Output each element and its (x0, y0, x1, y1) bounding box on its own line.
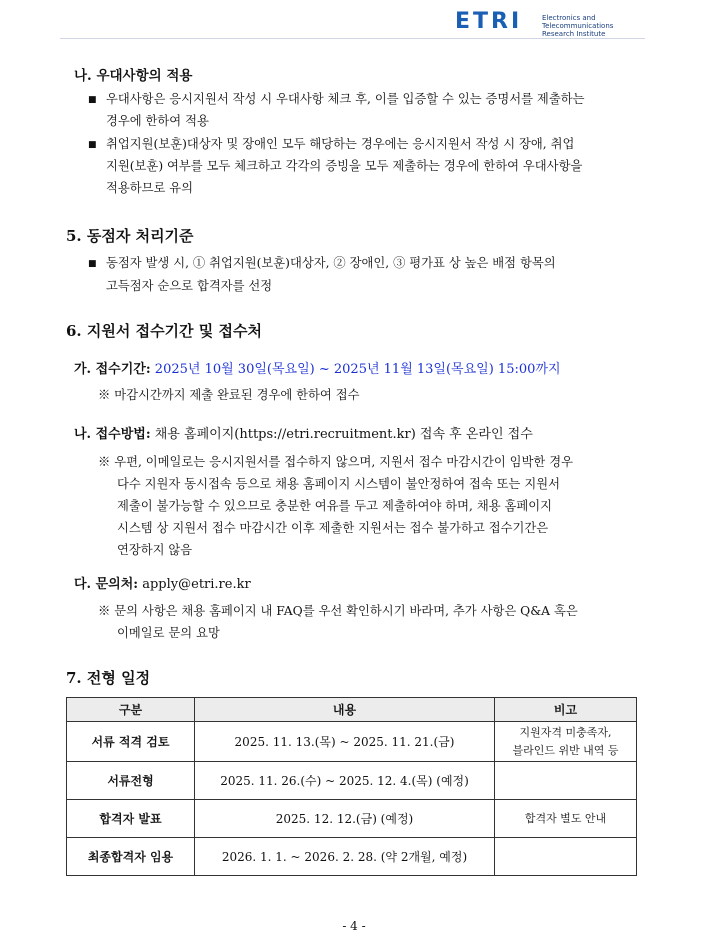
header-divider (60, 38, 645, 39)
row-note (495, 762, 637, 800)
method-value: 채용 홈페이지(https://etri.recruitment.kr) 접속 후 온라인 접수 (154, 427, 533, 442)
bullet-icon: ■ (88, 140, 97, 150)
period-line (74, 359, 561, 381)
method-note-line1: ※ 우편, 이메일로는 응시지원서를 접수하지 않으며, 지원서 접수 마감시간이 임박한 경우 (98, 455, 573, 469)
row-stage: 최종합격자 임용 (67, 838, 195, 876)
row-stage: 서류전형 (67, 762, 195, 800)
contact-note-line1: ※ 문의 사항은 채용 홈페이지 내 FAQ를 우선 확인하시기 바라며, 추가 사항은 Q&A 혹은 (98, 604, 578, 618)
pref-bullet1-line1: 우대사항은 응시지원서 작성 시 우대사항 체크 후, 이를 입증할 수 있는 증명서를 제출하는 (106, 92, 585, 106)
method-note-line2: 다수 지원자 동시접속 등으로 채용 홈페이지 시스템이 불안정하여 접속 또는 지원서 (117, 477, 560, 491)
method-label: 나. 접수방법: (74, 427, 151, 442)
contact-value: apply@etri.re.kr (142, 577, 251, 592)
section-preference-title: 나. 우대사항의 적용 (74, 68, 193, 84)
row-stage: 합격자 발표 (67, 800, 195, 838)
row-note: 합격자 별도 안내 (495, 800, 637, 838)
table-row (67, 722, 637, 762)
row-note-line1: 지원자격 미충족자, (519, 725, 612, 739)
section6-title: 6. 지원서 접수기간 및 접수처 (66, 322, 262, 340)
pref-bullet2-line3: 적용하므로 유의 (106, 181, 194, 195)
header-content: 내용 (195, 698, 495, 722)
period-value: 2025년 10월 30일(목요일) ~ 2025년 11월 13일(목요일) 15:00까지 (154, 362, 561, 377)
logo-subtitle (542, 14, 652, 38)
method-note-line3: 제출이 불가능할 수 있으므로 충분한 여유를 두고 제출하여야 하며, 채용 홈페이지 (117, 499, 552, 513)
table-row (67, 800, 637, 838)
table-header-row (67, 698, 637, 722)
row-content: 2026. 1. 1. ~ 2026. 2. 28. (약 2개월, 예정) (195, 838, 495, 876)
table-row (67, 762, 637, 800)
contact-note-line2: 이메일로 문의 요망 (117, 626, 220, 640)
period-label: 가. 접수기간: (74, 362, 151, 377)
page-number: - 4 - (342, 919, 366, 933)
logo-sub-line2: Research Institute (542, 30, 606, 38)
bullet-icon: ■ (88, 95, 97, 105)
row-content: 2025. 11. 13.(목) ~ 2025. 11. 21.(금) (195, 722, 495, 762)
method-line (74, 424, 533, 446)
header-stage: 구분 (67, 698, 195, 722)
pref-bullet1-line2: 경우에 한하여 적용 (106, 114, 209, 128)
etri-logo (455, 10, 645, 36)
schedule-table (66, 697, 637, 876)
pref-bullet2-line1: 취업지원(보훈)대상자 및 장애인 모두 해당하는 경우에는 응시지원서 작성 시 장애, 취업 (106, 137, 575, 151)
contact-line (74, 574, 251, 596)
contact-label: 다. 문의처: (74, 577, 139, 592)
row-note (495, 722, 637, 762)
section5-title: 5. 동점자 처리기준 (66, 227, 194, 245)
logo-sub-line1: Electronics and Telecommunications (542, 14, 614, 30)
row-note (495, 838, 637, 876)
method-note-line4: 시스템 상 지원서 접수 마감시간 이후 제출한 지원서는 접수 불가하고 접수기간은 (117, 521, 549, 535)
row-content: 2025. 12. 12.(금) (예정) (195, 800, 495, 838)
bullet-icon: ■ (88, 259, 97, 269)
logo-wordmark: ETRI (455, 9, 523, 34)
tie-bullet-line1: 동점자 발생 시, ① 취업지원(보훈)대상자, ② 장애인, ③ 평가표 상 높은 배점 항목의 (106, 256, 556, 270)
section7-title: 7. 전형 일정 (66, 669, 151, 687)
row-note-line2: 블라인드 위반 내역 등 (512, 743, 619, 757)
table-row (67, 838, 637, 876)
period-note: ※ 마감시간까지 제출 완료된 경우에 한하여 접수 (98, 388, 360, 402)
header-note: 비고 (495, 698, 637, 722)
row-stage: 서류 적격 검토 (67, 722, 195, 762)
tie-bullet-line2: 고득점자 순으로 합격자를 선정 (106, 279, 273, 293)
method-note-line5: 연장하지 않음 (117, 543, 193, 557)
pref-bullet2-line2: 지원(보훈) 여부를 모두 체크하고 각각의 증빙을 모두 제출하는 경우에 한하여 우대사항을 (106, 159, 583, 173)
row-content: 2025. 11. 26.(수) ~ 2025. 12. 4.(목) (예정) (195, 762, 495, 800)
